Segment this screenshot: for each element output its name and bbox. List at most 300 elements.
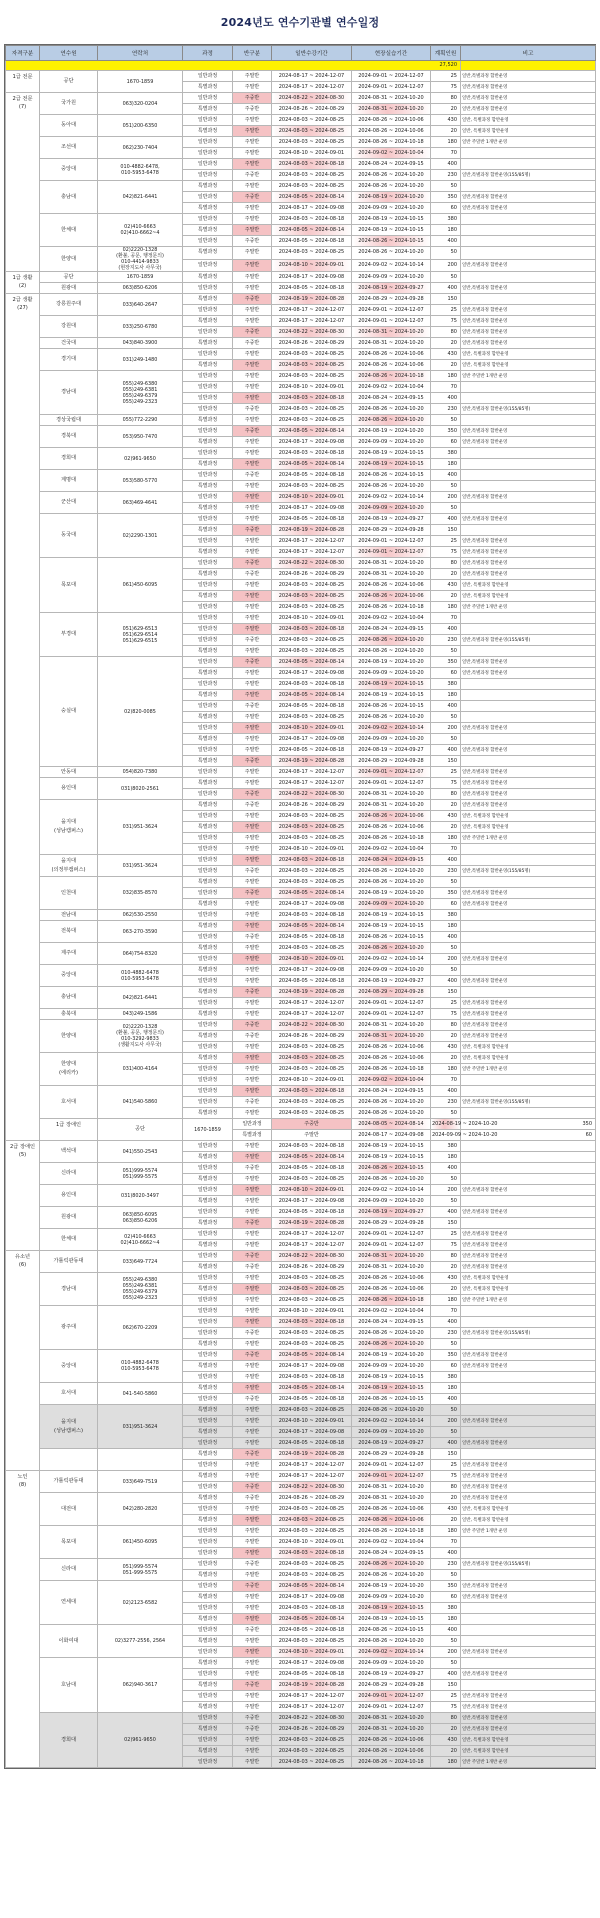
practice-period-cell: 2024-08-19 ~ 2024-09-27 (352, 1669, 431, 1680)
study-period-cell: 2024-08-03 ~ 2024-08-25 (272, 602, 352, 613)
practice-period-cell: 2024-08-19 ~ 2024-10-20 (352, 888, 431, 899)
course-cell: 일반과정 (183, 514, 233, 525)
planned-count-cell: 200 (431, 259, 461, 272)
planned-count-cell: 400 (431, 1207, 461, 1218)
planned-count-cell: 400 (431, 236, 461, 247)
course-cell: 일반과정 (183, 71, 233, 82)
class-cell: 주말반 (233, 1086, 272, 1097)
course-cell: 특별과정 (183, 756, 233, 767)
planned-count-cell: 25 (431, 1229, 461, 1240)
note-cell: 일반,특별과정 합반운영 (461, 1493, 596, 1504)
practice-period-cell: 2024-08-26 ~ 2024-10-20 (352, 1174, 431, 1185)
course-cell: 특별과정 (183, 1636, 233, 1647)
course-cell: 특별과정 (183, 1614, 233, 1625)
note-cell (461, 1394, 596, 1405)
table-row (6, 1229, 596, 1240)
class-cell: 주중반 (233, 1031, 272, 1042)
practice-period-cell: 2024-08-24 ~ 2024-09-15 (352, 855, 431, 866)
table-row (6, 93, 596, 104)
course-cell: 특별과정 (183, 203, 233, 214)
planned-count-cell: 230 (431, 170, 461, 181)
qualification-cell: 2급 전문 (7) (6, 93, 40, 272)
contact-cell: 042)280-2820 (98, 1493, 183, 1526)
header-study-period: 일반수강기간 (272, 46, 352, 61)
practice-period-cell: 2024-09-02 ~ 2024-10-14 (352, 259, 431, 272)
course-cell: 일반과정 (183, 580, 233, 591)
total-row (6, 61, 596, 71)
class-cell: 주말반 (233, 1537, 272, 1548)
planned-count-cell: 25 (431, 71, 461, 82)
planned-count-cell: 20 (431, 338, 461, 349)
contact-cell: 1670-1859 (98, 272, 183, 283)
note-cell: 일반,특별과정 합반운영 (461, 1702, 596, 1713)
study-period-cell: 2024-08-03 ~ 2024-08-25 (272, 866, 352, 877)
practice-period-cell: 2024-08-26 ~ 2024-10-06 (352, 580, 431, 591)
course-cell: 일반과정 (183, 1713, 233, 1724)
class-cell: 주말반 (233, 393, 272, 404)
class-cell: 주말반 (233, 1185, 272, 1196)
note-cell (461, 503, 596, 514)
study-period-cell: 2024-08-22 ~ 2024-08-30 (272, 1713, 352, 1724)
note-cell: 일반, 특별과정 합반운영 (461, 1284, 596, 1295)
planned-count-cell: 70 (431, 1075, 461, 1086)
institute-cell: 이화여대 (40, 1625, 98, 1658)
contact-cell: 051)999-5574 051)999-5575 (98, 1163, 183, 1185)
class-cell: 주말반 (233, 690, 272, 701)
study-period-cell: 2024-08-03 ~ 2024-08-25 (272, 481, 352, 492)
planned-count-cell: 380 (431, 1141, 461, 1152)
table-row (6, 1306, 596, 1317)
contact-cell: 051)999-5574 051-999-5575 (98, 1559, 183, 1581)
course-cell: 특별과정 (183, 1383, 233, 1394)
note-cell (461, 236, 596, 247)
class-cell: 주말반 (233, 844, 272, 855)
note-cell (461, 613, 596, 624)
institute-cell: 광주대 (40, 1306, 98, 1350)
class-cell: 주말반 (233, 767, 272, 778)
practice-period-cell: 2024-08-26 ~ 2024-10-06 (352, 1284, 431, 1295)
class-cell: 주말반 (233, 159, 272, 170)
table-row (6, 1020, 596, 1031)
institute-cell: 경상국립대 (40, 415, 98, 426)
header-course: 과정 (183, 46, 233, 61)
course-cell: 일반과정 (183, 1251, 233, 1262)
planned-count-cell: 230 (431, 1328, 461, 1339)
class-cell: 주말반 (233, 646, 272, 657)
note-cell: 일반,특별과정 합반운영 (461, 283, 596, 294)
course-cell: 특별과정 (183, 1449, 233, 1460)
note-cell: 일반, 특별과정 합반운영 (461, 822, 596, 833)
planned-count-cell: 25 (431, 1460, 461, 1471)
planned-count-cell: 350 (431, 657, 461, 668)
practice-period-cell: 2024-09-09 ~ 2024-10-20 (352, 899, 431, 910)
course-cell: 일반과정 (183, 558, 233, 569)
course-cell: 특별과정 (183, 1196, 233, 1207)
note-cell: 일반,특별과정 합반운영 (461, 536, 596, 547)
course-cell: 일반과정 (183, 932, 233, 943)
course-cell: 일반과정 (183, 93, 233, 104)
header-contact: 연락처 (98, 46, 183, 61)
institute-cell: 강원대 (40, 316, 98, 338)
practice-period-cell: 2024-08-26 ~ 2024-10-20 (352, 1097, 431, 1108)
practice-period-cell: 2024-09-02 ~ 2024-10-14 (352, 954, 431, 965)
class-cell: 주말반 (233, 1526, 272, 1537)
study-period-cell: 2024-08-05 ~ 2024-08-14 (272, 888, 352, 899)
course-cell: 일반과정 (233, 1119, 272, 1130)
practice-period-cell: 2024-08-19 ~ 2024-10-20 (352, 426, 431, 437)
planned-count-cell: 50 (431, 1427, 461, 1438)
planned-count-cell: 75 (431, 547, 461, 558)
course-cell: 일반과정 (183, 1141, 233, 1152)
note-cell (461, 877, 596, 888)
course-cell: 일반과정 (183, 1163, 233, 1174)
practice-period-cell: 2024-08-31 ~ 2024-10-20 (352, 569, 431, 580)
planned-count-cell: 20 (431, 1262, 461, 1273)
class-cell: 주말반 (233, 1647, 272, 1658)
study-period-cell: 2024-08-03 ~ 2024-08-25 (272, 1064, 352, 1075)
study-period-cell: 2024-08-03 ~ 2024-08-25 (272, 1570, 352, 1581)
course-cell: 특별과정 (183, 1493, 233, 1504)
class-cell: 주말반 (233, 1757, 272, 1768)
class-cell: 주말반 (233, 921, 272, 932)
contact-cell: 051)200-6350 (98, 115, 183, 137)
contact-cell: 010-4882-6478 010-5953-6478 (98, 965, 183, 987)
study-period-cell: 2024-08-17 ~ 2024-09-08 (272, 203, 352, 214)
table-row (6, 987, 596, 998)
practice-period-cell: 2024-08-26 ~ 2024-10-20 (352, 181, 431, 192)
institute-cell (40, 1449, 98, 1471)
table-row (6, 338, 596, 349)
class-cell: 주중반 (233, 93, 272, 104)
practice-period-cell: 2024-08-29 ~ 2024-09-28 (352, 756, 431, 767)
table-row (6, 272, 596, 283)
planned-count-cell: 20 (431, 569, 461, 580)
planned-count-cell: 400 (431, 393, 461, 404)
class-cell: 주말반 (233, 899, 272, 910)
planned-count-cell: 180 (431, 602, 461, 613)
course-cell: 일반과정 (183, 159, 233, 170)
class-cell: 주말반 (233, 382, 272, 393)
class-cell: 주중반 (272, 1119, 352, 1130)
class-cell: 주말반 (233, 1702, 272, 1713)
study-period-cell: 2024-08-03 ~ 2024-08-25 (272, 126, 352, 137)
class-cell: 주말반 (233, 833, 272, 844)
contact-cell: 043)840-3900 (98, 338, 183, 349)
course-cell: 일반과정 (183, 833, 233, 844)
note-cell (461, 690, 596, 701)
study-period-cell: 2024-08-17 ~ 2024-12-07 (272, 1460, 352, 1471)
note-cell: 일반,특별과정 합반운영 (461, 1262, 596, 1273)
practice-period-cell: 2024-08-26 ~ 2024-10-18 (352, 833, 431, 844)
study-period-cell: 2024-08-17 ~ 2024-12-07 (272, 82, 352, 93)
note-cell: 일반,특별과정 합반운영 (461, 998, 596, 1009)
class-cell: 주중반 (233, 525, 272, 536)
course-cell: 일반과정 (183, 811, 233, 822)
course-cell: 일반과정 (183, 1460, 233, 1471)
table-row (6, 657, 596, 668)
planned-count-cell: 380 (431, 679, 461, 690)
course-cell: 일반과정 (183, 1482, 233, 1493)
practice-period-cell: 2024-08-31 ~ 2024-10-20 (352, 789, 431, 800)
note-cell (461, 459, 596, 470)
total-note (461, 61, 596, 71)
note-cell (461, 1449, 596, 1460)
note-cell: 일반,특별과정 합반운영 (461, 1647, 596, 1658)
class-cell: 주중반 (233, 866, 272, 877)
note-cell (461, 1075, 596, 1086)
planned-count-cell: 75 (431, 1009, 461, 1020)
class-cell: 주말반 (233, 811, 272, 822)
study-period-cell: 2024-08-26 ~ 2024-08-29 (272, 104, 352, 115)
study-period-cell: 2024-08-19 ~ 2024-08-28 (272, 987, 352, 998)
class-cell: 주말반 (233, 1669, 272, 1680)
note-cell (461, 1537, 596, 1548)
note-cell (461, 1152, 596, 1163)
planned-count-cell: 80 (431, 1020, 461, 1031)
note-cell (461, 214, 596, 225)
table-row (6, 349, 596, 360)
planned-count-cell: 400 (431, 1625, 461, 1636)
note-cell: 일반,특별과정 합반운영 (461, 426, 596, 437)
note-cell: 일반,특별과정 합반운영 (461, 1361, 596, 1372)
course-cell: 특별과정 (183, 1108, 233, 1119)
planned-count-cell: 150 (431, 756, 461, 767)
institute-cell: 한체대 (40, 214, 98, 247)
course-cell: 특별과정 (183, 1240, 233, 1251)
institute-cell: 중앙대 (40, 1350, 98, 1383)
study-period-cell: 2024-08-17 ~ 2024-09-08 (272, 272, 352, 283)
schedule-table (5, 45, 596, 1768)
class-cell: 주말반 (233, 954, 272, 965)
class-cell: 주중반 (233, 170, 272, 181)
contact-cell: 042)821-6441 (98, 181, 183, 214)
study-period-cell: 2024-08-17 ~ 2024-09-08 (272, 1361, 352, 1372)
practice-period-cell: 2024-09-01 ~ 2024-12-07 (352, 547, 431, 558)
class-cell: 주중반 (233, 1020, 272, 1031)
class-cell: 주말반 (233, 998, 272, 1009)
note-cell: 일반, 특별과정 합반운영 (461, 1273, 596, 1284)
course-cell: 특별과정 (183, 316, 233, 327)
study-period-cell: 2024-08-19 ~ 2024-08-28 (272, 294, 352, 305)
study-period-cell: 2024-08-03 ~ 2024-08-25 (272, 247, 352, 260)
class-cell: 주말반 (233, 1174, 272, 1185)
practice-period-cell: 2024-08-31 ~ 2024-10-20 (352, 327, 431, 338)
planned-count-cell: 50 (431, 503, 461, 514)
planned-count-cell: 80 (431, 327, 461, 338)
class-cell: 주말반 (233, 1284, 272, 1295)
practice-period-cell: 2024-08-19 ~ 2024-10-15 (352, 1152, 431, 1163)
planned-count-cell: 50 (431, 1196, 461, 1207)
institute-cell: 용인대 (40, 1185, 98, 1207)
study-period-cell: 2024-08-03 ~ 2024-08-18 (272, 1603, 352, 1614)
note-cell (461, 1603, 596, 1614)
practice-period-cell: 2024-09-02 ~ 2024-10-04 (352, 844, 431, 855)
class-cell: 주중반 (233, 987, 272, 998)
study-period-cell: 2024-08-17 ~ 2024-12-07 (272, 767, 352, 778)
page-title: 2024년도 연수기관별 연수일정 (220, 16, 380, 29)
study-period-cell: 2024-08-05 ~ 2024-08-18 (272, 932, 352, 943)
course-cell: 일반과정 (183, 137, 233, 148)
class-cell: 주말반 (233, 745, 272, 756)
study-period-cell: 2024-08-03 ~ 2024-08-25 (272, 1097, 352, 1108)
note-cell: 일반, 특별과정 합반운영 (461, 591, 596, 602)
planned-count-cell: 380 (431, 1372, 461, 1383)
study-period-cell: 2024-08-03 ~ 2024-08-25 (272, 1108, 352, 1119)
class-cell: 주중반 (233, 294, 272, 305)
course-cell: 일반과정 (183, 492, 233, 503)
class-cell: 주말반 (233, 1229, 272, 1240)
planned-count-cell: 50 (431, 1174, 461, 1185)
note-cell: 일반,특별과정 합반운영(155/85명) (461, 1559, 596, 1570)
study-period-cell: 2024-08-10 ~ 2024-09-01 (272, 613, 352, 624)
table-row (6, 1207, 596, 1218)
planned-count-cell: 350 (461, 1119, 596, 1130)
note-cell: 일반,특별과정 합반운영 (461, 1691, 596, 1702)
class-cell: 주말반 (233, 602, 272, 613)
course-cell: 특별과정 (183, 1339, 233, 1350)
contact-cell: 010-4882-6478 010-5953-6478 (98, 1350, 183, 1383)
note-cell (461, 701, 596, 712)
practice-period-cell: 2024-08-26 ~ 2024-10-18 (352, 1526, 431, 1537)
institute-cell: 한양대 (40, 247, 98, 272)
qualification-cell: 유소년 (6) (6, 1251, 40, 1471)
note-cell: 일반 주말반 1개반 운영 (461, 137, 596, 148)
class-cell: 주말반 (233, 225, 272, 236)
class-cell: 주말반 (233, 1108, 272, 1119)
planned-count-cell: 60 (431, 899, 461, 910)
course-cell: 특별과정 (183, 437, 233, 448)
class-cell: 주말반 (233, 1141, 272, 1152)
course-cell: 일반과정 (183, 624, 233, 635)
study-period-cell: 2024-08-03 ~ 2024-08-25 (272, 1284, 352, 1295)
note-cell: 일반,특별과정 합반운영(155/85명) (461, 1328, 596, 1339)
note-cell: 일반 주말반 1개반 운영 (461, 602, 596, 613)
header-practice-period: 현장실습기간 (352, 46, 431, 61)
study-period-cell: 2024-08-03 ~ 2024-08-25 (272, 1295, 352, 1306)
contact-cell: 02)410-6663 02)410-6662~4 (98, 214, 183, 247)
note-cell: 일반,특별과정 합반운영 (461, 104, 596, 115)
contact-cell: 041-540-5860 (98, 1383, 183, 1405)
note-cell (461, 734, 596, 745)
planned-count-cell: 180 (431, 690, 461, 701)
class-cell: 주말반 (233, 126, 272, 137)
note-cell: 일반, 특별과정 합반운영 (461, 349, 596, 360)
course-cell: 특별과정 (183, 272, 233, 283)
planned-count-cell: 150 (431, 1449, 461, 1460)
class-cell: 주말반 (233, 514, 272, 525)
practice-period-cell: 2024-08-26 ~ 2024-10-15 (352, 701, 431, 712)
table-row (6, 1009, 596, 1020)
contact-cell: 055)772-2290 (98, 415, 183, 426)
study-period-cell: 2024-08-17 ~ 2024-12-07 (272, 316, 352, 327)
study-period-cell: 2024-08-03 ~ 2024-08-25 (272, 1328, 352, 1339)
class-cell: 주말반 (233, 910, 272, 921)
course-cell: 특별과정 (183, 1746, 233, 1757)
institute-cell: 호남대 (40, 1658, 98, 1713)
study-period-cell: 2024-08-22 ~ 2024-08-30 (272, 93, 352, 104)
practice-period-cell: 2024-09-09 ~ 2024-10-20 (352, 1427, 431, 1438)
planned-count-cell: 350 (431, 1350, 461, 1361)
institute-cell: 호서대 (40, 1086, 98, 1119)
note-cell (461, 181, 596, 192)
class-cell: 주말반 (233, 448, 272, 459)
practice-period-cell: 2024-08-24 ~ 2024-09-15 (352, 393, 431, 404)
practice-period-cell: 2024-08-26 ~ 2024-10-18 (352, 1295, 431, 1306)
contact-cell: 02)961-9650 (98, 448, 183, 470)
planned-count-cell: 180 (431, 1383, 461, 1394)
institute-cell: 가톨릭관동대 (40, 1251, 98, 1273)
planned-count-cell: 180 (431, 225, 461, 236)
practice-period-cell: 2024-08-26 ~ 2024-10-20 (352, 635, 431, 646)
practice-period-cell: 2024-08-19 ~ 2024-10-20 (431, 1119, 461, 1130)
header-institute: 연수원 (40, 46, 98, 61)
study-period-cell: 2024-08-05 ~ 2024-08-14 (272, 921, 352, 932)
planned-count-cell: 400 (431, 745, 461, 756)
study-period-cell: 2024-08-17 ~ 2024-12-07 (272, 1229, 352, 1240)
table-row (6, 1086, 596, 1097)
planned-count-cell: 350 (431, 888, 461, 899)
planned-count-cell: 20 (431, 104, 461, 115)
practice-period-cell: 2024-08-24 ~ 2024-09-15 (352, 1548, 431, 1559)
practice-period-cell: 2024-08-24 ~ 2024-09-15 (352, 159, 431, 170)
note-cell (461, 1548, 596, 1559)
study-period-cell: 2024-08-03 ~ 2024-08-18 (272, 679, 352, 690)
planned-count-cell: 60 (431, 1592, 461, 1603)
practice-period-cell: 2024-08-24 ~ 2024-09-15 (352, 624, 431, 635)
note-cell (461, 910, 596, 921)
note-cell: 일반 주말반 1개반 운영 (461, 1526, 596, 1537)
practice-period-cell: 2024-09-01 ~ 2024-12-07 (352, 1702, 431, 1713)
planned-count-cell: 70 (431, 148, 461, 159)
course-cell: 일반과정 (183, 214, 233, 225)
planned-count-cell: 50 (431, 1658, 461, 1669)
institute-cell: 연세대 (40, 1581, 98, 1625)
contact-cell: 051)629-6513 051)629-6514 051)629-6515 (98, 613, 183, 657)
note-cell: 일반,특별과정 합반운영 (461, 1592, 596, 1603)
course-cell: 일반과정 (183, 1691, 233, 1702)
planned-count-cell: 180 (431, 137, 461, 148)
institute-cell: 한양대 (에리카) (40, 1053, 98, 1086)
practice-period-cell: 2024-08-19 ~ 2024-09-27 (352, 283, 431, 294)
institute-cell: 부경대 (40, 613, 98, 657)
institute-cell: 경희대 (40, 1713, 98, 1768)
note-cell: 일반,특별과정 합반운영 (461, 1009, 596, 1020)
course-cell: 일반과정 (183, 613, 233, 624)
qualification-cell: 노인 (8) (6, 1471, 40, 1768)
study-period-cell: 2024-08-17 ~ 2024-09-08 (272, 734, 352, 745)
practice-period-cell: 2024-08-26 ~ 2024-10-18 (352, 137, 431, 148)
class-cell: 주중반 (233, 1713, 272, 1724)
class-cell: 주말반 (233, 115, 272, 126)
course-cell: 특별과정 (183, 1724, 233, 1735)
table-row (6, 613, 596, 624)
planned-count-cell: 400 (431, 514, 461, 525)
study-period-cell: 2024-08-05 ~ 2024-08-14 (272, 657, 352, 668)
practice-period-cell: 2024-08-26 ~ 2024-10-06 (352, 1053, 431, 1064)
class-cell: 주중반 (233, 1251, 272, 1262)
class-cell: 주말반 (233, 283, 272, 294)
institute-cell: 숭실대 (40, 657, 98, 767)
planned-count-cell: 25 (431, 536, 461, 547)
note-cell: 일반,특별과정 합반운영 (461, 1240, 596, 1251)
course-cell: 일반과정 (183, 1537, 233, 1548)
study-period-cell: 2024-08-03 ~ 2024-08-18 (272, 1086, 352, 1097)
study-period-cell: 2024-08-05 ~ 2024-08-18 (272, 283, 352, 294)
planned-count-cell: 400 (431, 1163, 461, 1174)
practice-period-cell: 2024-09-09 ~ 2024-10-20 (352, 272, 431, 283)
course-cell: 일반과정 (183, 283, 233, 294)
practice-period-cell: 2024-09-02 ~ 2024-10-04 (352, 613, 431, 624)
